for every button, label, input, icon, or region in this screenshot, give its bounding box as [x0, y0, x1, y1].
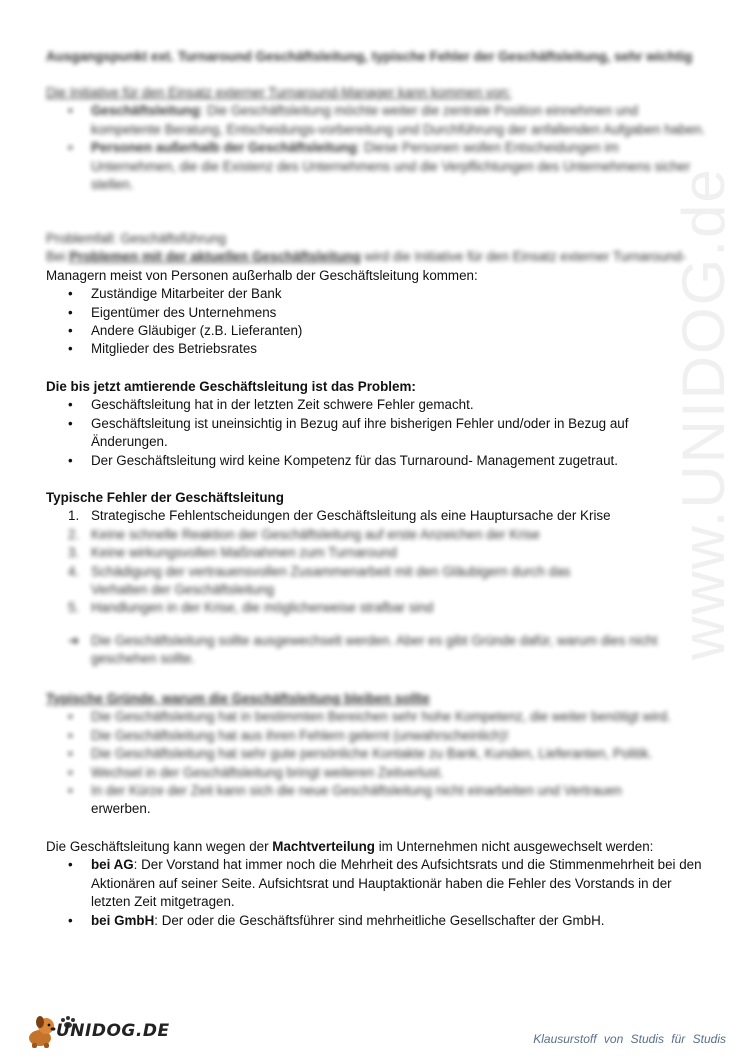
item-number: 5. [68, 600, 80, 616]
watermark: www.UNIDOG.de [670, 167, 737, 660]
conclusion-text: Die Geschäftsleitung sollte ausgewechselt werden. Aber es gibt Gründe dafür, warum dies nicht geschehen sollte. [91, 632, 658, 667]
problem-line-blurred [46, 248, 706, 266]
list-item: • Zuständige Mitarbeiter der Bank [46, 285, 706, 303]
current-mgmt-section [46, 378, 706, 470]
footer-tagline: Klausurstoff von Studis für Studis [533, 1032, 726, 1046]
typical-errors-list-rest [46, 526, 706, 618]
list-item [46, 563, 706, 600]
list-item [46, 599, 706, 617]
initiative-list [46, 102, 706, 194]
initiative-section [46, 84, 706, 194]
logo-text: UNIDOG.DE [56, 1021, 170, 1041]
item-text: : Die Geschäftsleitung möchte weiter die zentrale Position einnehmen und kompetente Beratung, Entscheidungs-vorbereitung und Durchführung der anfallenden Aufgaben haben. [91, 103, 706, 137]
list-item: • Eigentümer des Unternehmens [46, 304, 706, 322]
conclusion-arrow-row [46, 632, 706, 669]
list-item: • Wechsel in der Geschäftsleitung bringt weiteren Zeitverlust. [46, 764, 706, 782]
item-text: : Diese Personen wollen Entscheidungen im Unternehmen, die die Existenz des Unternehmens und die Verpflichtungen des Unternehmens sicher stellen. [91, 140, 691, 193]
power-list [46, 856, 706, 930]
list-item [46, 856, 706, 911]
typical-errors-list [46, 507, 706, 525]
problem-section [46, 230, 706, 359]
problem-label: Problemfall: Geschäftsführung [46, 231, 227, 246]
item-bold: bei AG [91, 857, 134, 873]
text-span: Machtverteilung [272, 839, 375, 854]
problem-list [46, 285, 706, 359]
list-item: • Andere Gläubiger (z.B. Lieferanten) [46, 322, 706, 340]
item-text: Schädigung der vertrauensvollen Zusammenarbeit mit den Gläubigern durch das Verhalten der Geschäftsleitung [91, 563, 571, 598]
item-number: 4. [68, 563, 80, 579]
list-item [46, 507, 706, 525]
item-number: 2. [68, 526, 80, 542]
reasons-last-line: erwerben. [91, 801, 151, 817]
item-text: Keine wirkungsvollen Maßnahmen zum Turnaround [91, 545, 397, 561]
top-heading: Ausgangspunkt ext. Turnaround Geschäftsleitung, typische Fehler der Geschäftsleitung, sehr wichtig [46, 49, 693, 64]
item-bold: bei GmbH [91, 912, 155, 928]
problem-line: Managern meist von Personen außerhalb der Geschäftsleitung kommen: [46, 267, 478, 283]
list-item [46, 912, 706, 930]
list-item: • Die Geschäftsleitung hat aus ihren Fehlern gelernt (unwahrscheinlich)! [46, 727, 706, 745]
current-mgmt-title: Die bis jetzt amtierende Geschäftsleitung ist das Problem: [46, 379, 416, 394]
list-item [46, 139, 706, 194]
power-intro [46, 838, 706, 856]
text-span: Bei [46, 249, 70, 265]
item-text: Strategische Fehlentscheidungen der Geschäftsleitung als eine Hauptursache der Krise [91, 508, 611, 524]
list-item [46, 526, 706, 544]
text-span: Problemen mit der aktuellen Geschäftsleitung [69, 249, 361, 265]
typical-errors-section [46, 489, 706, 669]
item-number: 1. [68, 508, 80, 524]
initiative-intro: Die Initiative für den Einsatz externer Turnaround-Manager kann kommen von: [46, 85, 512, 100]
reasons-list [46, 708, 706, 800]
current-mgmt-list [46, 396, 706, 470]
list-item: • Die Geschäftsleitung hat in bestimmten Bereichen sehr hohe Kompetenz, die weiter benötigt wird. [46, 708, 706, 726]
item-text: : Der Vorstand hat immer noch die Mehrheit des Aufsichtsrats und die Stimmenmehrheit bei den Aktionären auf seiner Seite. Aufsichtsrat und Hauptaktionär haben die Fehler des Vorstands in der letzten Zeit mitgetragen. [91, 857, 702, 910]
reasons-section [46, 690, 706, 819]
list-item: • Geschäftsleitung ist uneinsichtig in Bezug auf ihre bisherigen Fehler und/oder in Bezug auf Änderungen. [46, 415, 706, 452]
reasons-title: Typische Gründe, warum die Geschäftsleitung bleiben sollte [46, 691, 430, 706]
item-text: Handlungen in der Krise, die möglicherweise strafbar sind [91, 600, 434, 616]
list-item [46, 544, 706, 562]
list-item: • In der Kürze der Zeit kann sich die neue Geschäftsleitung nicht einarbeiten und Vertrauen [46, 782, 706, 800]
list-item: • Der Geschäftsleitung wird keine Kompetenz für das Turnaround- Management zugetraut. [46, 452, 706, 470]
top-heading-section [46, 48, 706, 66]
item-bold: Geschäftsleitung [91, 103, 200, 119]
item-text: : Der oder die Geschäftsführer sind mehrheitliche Gesellschafter der GmbH. [154, 912, 605, 928]
item-number: 3. [68, 545, 80, 561]
arrow-right-icon: ➜ [68, 632, 80, 648]
text-span: Die Geschäftsleitung kann wegen der [46, 839, 273, 854]
typical-errors-title: Typische Fehler der Geschäftsleitung [46, 490, 284, 505]
text-span: wird die Initiative für den Einsatz externer Turnaround- [360, 249, 687, 265]
item-bold: Personen außerhalb der Geschäftsleitung [91, 140, 357, 156]
list-item: • Geschäftsleitung hat in der letzten Zeit schwere Fehler gemacht. [46, 396, 706, 414]
text-span: im Unternehmen nicht ausgewechselt werden: [374, 839, 654, 854]
power-section [46, 838, 706, 930]
list-item [46, 102, 706, 139]
item-text: Keine schnelle Reaktion der Geschäftsleitung auf erste Anzeichen der Krise [91, 526, 540, 542]
list-item: • Die Geschäftsleitung hat sehr gute persönliche Kontakte zu Bank, Kunden, Lieferanten, Politik. [46, 745, 706, 763]
list-item: • Mitglieder des Betriebsrates [46, 340, 706, 358]
